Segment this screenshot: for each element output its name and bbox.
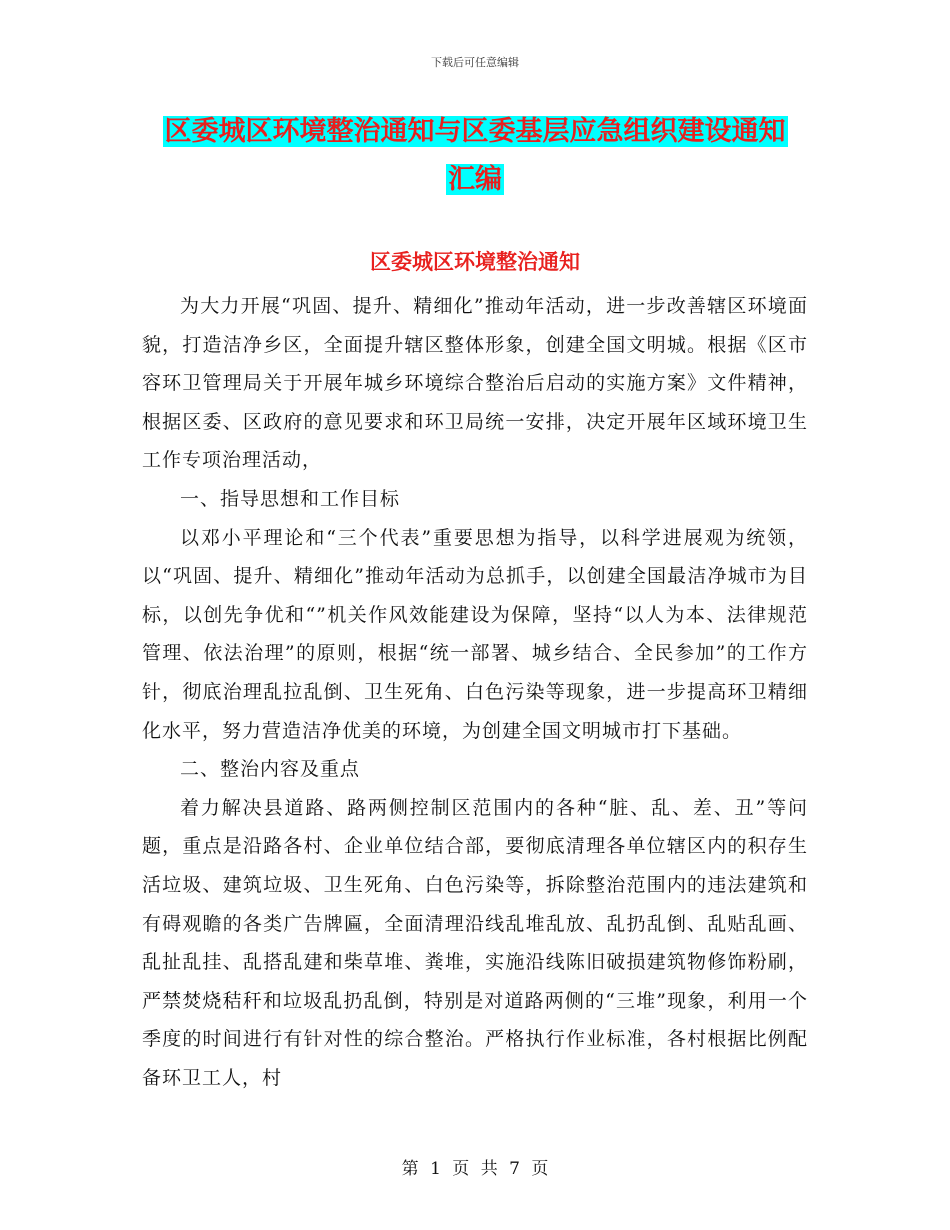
document-title bbox=[0, 108, 950, 204]
title-line-1 bbox=[0, 108, 950, 156]
heading-guiding-ideology: 一、指导思想和工作目标 bbox=[180, 487, 401, 510]
heading-rectification-content: 二、整治内容及重点 bbox=[180, 758, 361, 781]
header-note: 下载后可任意编辑 bbox=[431, 56, 519, 69]
title-line-2-text: 汇编 bbox=[448, 164, 502, 195]
paragraph-rectification-content: 着力解决县道路、路两侧控制区范围内的各种“脏、乱、差、丑”等问题，重点是沿路各村、企业单位结合部，要彻底清理各单位辖区内的积存生活垃圾、建筑垃圾、卫生死角、白色污染等，拆除整治范围内的违法建筑和有碍观瞻的各类广告牌匾，全面清理沿线乱堆乱放、乱扔乱倒、乱贴乱画、乱扯乱挂、乱搭乱建和柴草堆、粪堆，实施沿线陈旧破损建筑物修饰粉刷，严禁焚烧秸秆和垃圾乱扔乱倒，特别是对道路两侧的“三堆”现象，利用一个季度的时间进行有针对性的综合整治。严格执行作业标准，各村根据比例配备环卫工人，村 bbox=[142, 796, 808, 1089]
document-body bbox=[142, 287, 808, 1097]
title-line-1-text: 区委城区环境整治通知与区委基层应急组织建设通知 bbox=[164, 116, 786, 147]
paragraph-guiding-ideology: 以邓小平理论和“三个代表”重要思想为指导，以科学进展观为统领，以“巩固、提升、精细化”推动年活动为总抓手，以创建全国最洁净城市为目标，以创先争优和“”机关作风效能建设为保障，坚持“以人为本、法律规范管理、依法治理”的原则，根据“统一部署、城乡结合、全民参加”的工作方针，彻底治理乱拉乱倒、卫生死角、白色污染等现象，进一步提高环卫精细化水平，努力营造洁净优美的环境，为创建全国文明城市打下基础。 bbox=[142, 526, 808, 742]
title-line-2 bbox=[0, 156, 950, 204]
page-number: 第 1 页 共 7 页 bbox=[401, 1159, 549, 1179]
paragraph-intro: 为大力开展“巩固、提升、精细化”推动年活动，进一步改善辖区环境面貌，打造洁净乡区，全面提升辖区整体形象，创建全国文明城。根据《区市容环卫管理局关于开展年城乡环境综合整治后启动的实施方案》文件精神，根据区委、区政府的意见要求和环卫局统一安排，决定开展年区域环境卫生工作专项治理活动， bbox=[142, 295, 808, 472]
section-title: 区委城区环境整治通知 bbox=[370, 249, 580, 274]
